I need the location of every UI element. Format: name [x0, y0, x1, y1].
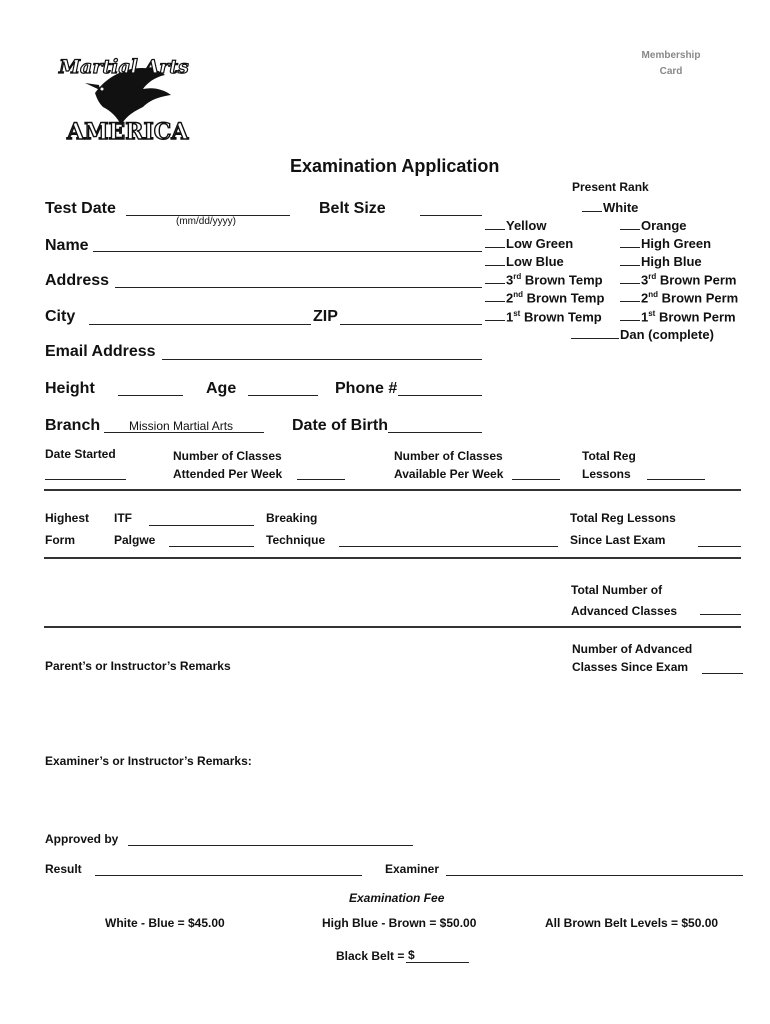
result-label: Result: [45, 862, 82, 876]
address-field[interactable]: [115, 287, 482, 288]
rank-high-green[interactable]: High Green: [620, 236, 711, 251]
approved-by-field[interactable]: [128, 845, 413, 846]
rank-3rd-brown-perm[interactable]: 3rd Brown Perm: [620, 272, 736, 287]
approved-by-label: Approved by: [45, 832, 119, 846]
martial-arts-america-logo: [55, 45, 210, 145]
rank-3rd-brown-temp[interactable]: 3rd Brown Temp: [485, 272, 603, 287]
zip-label: ZIP: [313, 308, 338, 325]
age-field[interactable]: [248, 395, 318, 396]
technique-label: Technique: [266, 533, 326, 547]
total-advanced-field[interactable]: [700, 614, 741, 615]
since-last-exam-field[interactable]: [698, 546, 741, 547]
membership-card-label: [626, 48, 716, 80]
classes-available-line1: Number of Classes: [394, 449, 503, 463]
fee-high-blue-brown: High Blue - Brown = $50.00: [322, 916, 477, 930]
logo-text-bottom: AMERICA: [67, 119, 189, 145]
belt-size-field[interactable]: [420, 215, 482, 216]
total-advanced-line2: Advanced Classes: [571, 604, 678, 618]
itf-label: ITF: [114, 511, 132, 525]
advanced-since-label: [572, 640, 692, 676]
examiner-field[interactable]: [446, 875, 743, 876]
section-divider-1: [44, 489, 741, 491]
test-date-label: Test Date: [45, 200, 116, 217]
rank-2nd-brown-temp[interactable]: 2nd Brown Temp: [485, 290, 604, 305]
itf-field[interactable]: [149, 525, 254, 526]
form-label: Form: [45, 533, 75, 547]
logo-text-top: Martial Arts: [59, 56, 189, 78]
classes-attended-line1: Number of Classes: [173, 449, 282, 463]
height-label: Height: [45, 380, 95, 397]
belt-size-label: Belt Size: [319, 200, 386, 217]
rank-yellow[interactable]: Yellow: [485, 218, 546, 233]
exam-fee-heading: Examination Fee: [349, 891, 445, 905]
palgwe-label: Palgwe: [114, 533, 156, 547]
membership-label: Membership: [641, 50, 701, 61]
zip-field[interactable]: [340, 324, 482, 325]
card-label: Card: [659, 66, 683, 77]
classes-available-line2: Available Per Week: [394, 467, 504, 481]
name-field[interactable]: [93, 251, 482, 252]
rank-white[interactable]: White: [582, 200, 638, 215]
fee-white-blue: White - Blue = $45.00: [105, 916, 225, 930]
total-reg-field[interactable]: [647, 479, 705, 480]
phone-field[interactable]: [398, 395, 482, 396]
total-advanced-line1: Total Number of: [571, 583, 663, 597]
fee-all-brown: All Brown Belt Levels = $50.00: [545, 916, 719, 930]
date-started-label: Date Started: [45, 447, 116, 461]
breaking-label: Breaking: [266, 511, 318, 525]
height-field[interactable]: [118, 395, 183, 396]
dob-field[interactable]: [388, 432, 482, 433]
branch-value: Mission Martial Arts: [129, 419, 234, 433]
advanced-since-line2: Classes Since Exam: [572, 660, 689, 674]
breaking-technique-field[interactable]: [339, 546, 558, 547]
classes-attended-line2: Attended Per Week: [173, 467, 283, 481]
rank-low-green[interactable]: Low Green: [485, 236, 573, 251]
classes-available-label: [394, 447, 503, 483]
rank-1st-brown-temp[interactable]: 1st Brown Temp: [485, 309, 602, 324]
page-title: Examination Application: [290, 156, 500, 176]
advanced-since-field[interactable]: [702, 673, 743, 674]
name-label: Name: [45, 237, 89, 254]
black-belt-fee-field[interactable]: [406, 962, 469, 963]
classes-attended-label: [173, 447, 282, 483]
section-divider-3: [44, 626, 741, 628]
rank-dan[interactable]: Dan (complete): [571, 327, 714, 342]
date-started-field[interactable]: [45, 479, 126, 480]
total-advanced-label: [571, 580, 677, 622]
total-reg-line2: Lessons: [582, 467, 631, 481]
advanced-since-line1: Number of Advanced: [572, 642, 693, 656]
email-field[interactable]: [162, 359, 482, 360]
examiner-label: Examiner: [385, 862, 440, 876]
rank-low-blue[interactable]: Low Blue: [485, 254, 564, 269]
section-divider-2: [44, 557, 741, 559]
fee-dollar-sign: $: [408, 948, 415, 962]
palgwe-field[interactable]: [169, 546, 254, 547]
dob-label: Date of Birth: [292, 417, 388, 434]
fee-black-belt-label: Black Belt =: [336, 949, 405, 963]
branch-label: Branch: [45, 417, 101, 434]
total-reg-label: [582, 447, 636, 483]
rank-2nd-brown-perm[interactable]: 2nd Brown Perm: [620, 290, 738, 305]
examiners-remarks-label: Examiner’s or Instructor’s Remarks:: [45, 754, 252, 768]
address-label: Address: [45, 272, 110, 289]
classes-available-field[interactable]: [512, 479, 560, 480]
total-reg-line1: Total Reg: [582, 449, 636, 463]
rank-1st-brown-perm[interactable]: 1st Brown Perm: [620, 309, 736, 324]
age-label: Age: [206, 380, 237, 397]
since-last-exam-label: Since Last Exam: [570, 533, 666, 547]
result-field[interactable]: [95, 875, 362, 876]
total-reg-lessons-label: Total Reg Lessons: [570, 511, 676, 525]
highest-label: Highest: [45, 511, 90, 525]
rank-orange[interactable]: Orange: [620, 218, 687, 233]
phone-label: Phone #: [335, 380, 398, 397]
city-field[interactable]: [89, 324, 311, 325]
city-label: City: [45, 308, 76, 325]
email-label: Email Address: [45, 343, 156, 360]
rank-high-blue[interactable]: High Blue: [620, 254, 702, 269]
classes-attended-field[interactable]: [297, 479, 345, 480]
parents-remarks-label: Parent’s or Instructor’s Remarks: [45, 659, 231, 673]
present-rank-heading: Present Rank: [572, 180, 649, 194]
date-format-hint: (mm/dd/yyyy): [176, 216, 236, 227]
